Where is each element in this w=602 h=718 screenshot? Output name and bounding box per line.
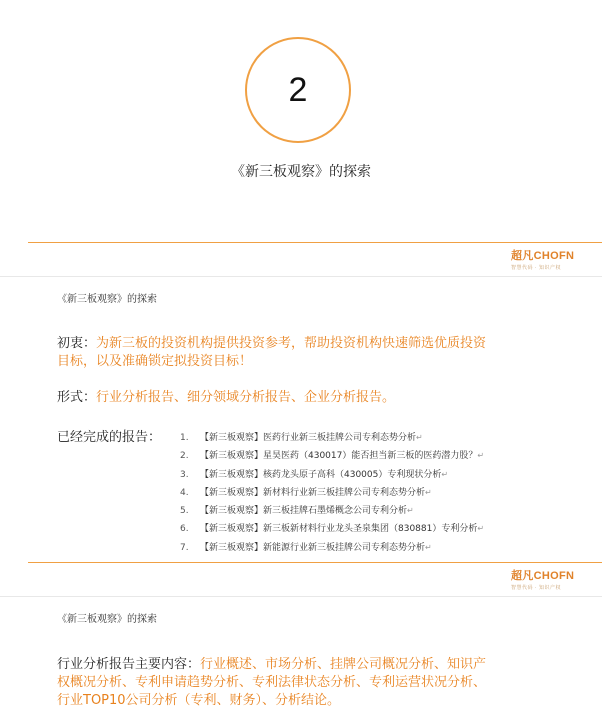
- number-circle: [245, 37, 351, 143]
- form-label: 形式：: [57, 390, 97, 405]
- form-text: 行业分析报告、细分领域分析报告、企业分析报告。: [96, 390, 396, 405]
- content-text-1: 行业概述、市场分析、挂牌公司概况分析、知识产: [200, 657, 487, 672]
- slide-2-header: 《新三板观察》的探索: [57, 294, 157, 305]
- list-item: 1. 【新三板观察】医药行业新三板挂牌公司专利态势分析↵: [180, 433, 423, 443]
- purpose-text-1: 为新三板的投资机构提供投资参考，帮助投资机构快速筛选优质投资: [96, 336, 487, 351]
- list-item: 5. 【新三板观察】新三板挂牌石墨烯概念公司专利分析↵: [180, 506, 414, 517]
- orange-divider: [28, 562, 602, 563]
- slide-1-title: 《新三板观察》的探索: [231, 164, 371, 180]
- reports-label: 已经完成的报告：: [57, 430, 162, 445]
- section-number: 2: [288, 70, 308, 109]
- list-item: 3. 【新三板观察】核药龙头原子高科（430005）专利现状分析↵: [180, 469, 449, 480]
- slide-separator: [0, 596, 602, 597]
- list-item: 2. 【新三板观察】星昊医药（430017）能否担当新三板的医药潜力股？↵: [180, 451, 485, 462]
- list-item: 6. 【新三板观察】新三板新材料行业龙头圣泉集团（830881）专利分析↵: [180, 524, 485, 535]
- slide-1: [0, 0, 602, 238]
- slide-separator: [0, 276, 602, 277]
- orange-divider: [28, 242, 602, 243]
- slide-3-header: 《新三板观察》的探索: [57, 614, 157, 625]
- content-text-3: 行业TOP10公司分析（专利、财务）、分析结论。: [57, 693, 341, 708]
- content-paragraph: [57, 656, 557, 710]
- content-text-2: 权概况分析、专利申请趋势分析、专利法律状态分析、专利运营状况分析、: [57, 675, 487, 690]
- chofn-logo: 超凡CHOFN 智慧代码 · 知识产权: [511, 250, 575, 271]
- purpose-text-2: 目标，以及准确锁定拟投资目标！: [57, 354, 253, 369]
- list-item: 4. 【新三板观察】新材料行业新三板挂牌公司专利态势分析↵: [180, 487, 432, 498]
- content-label: 行业分析报告主要内容：: [57, 657, 201, 672]
- purpose-paragraph: [57, 335, 547, 371]
- form-paragraph: [57, 389, 547, 407]
- list-item: 7. 【新三板观察】新能源行业新三板挂牌公司专利态势分析↵: [180, 542, 432, 553]
- purpose-label: 初衷：: [57, 336, 97, 351]
- chofn-logo: 超凡CHOFN 智慧代码 · 知识产权: [511, 570, 575, 591]
- reports-list: [180, 429, 484, 557]
